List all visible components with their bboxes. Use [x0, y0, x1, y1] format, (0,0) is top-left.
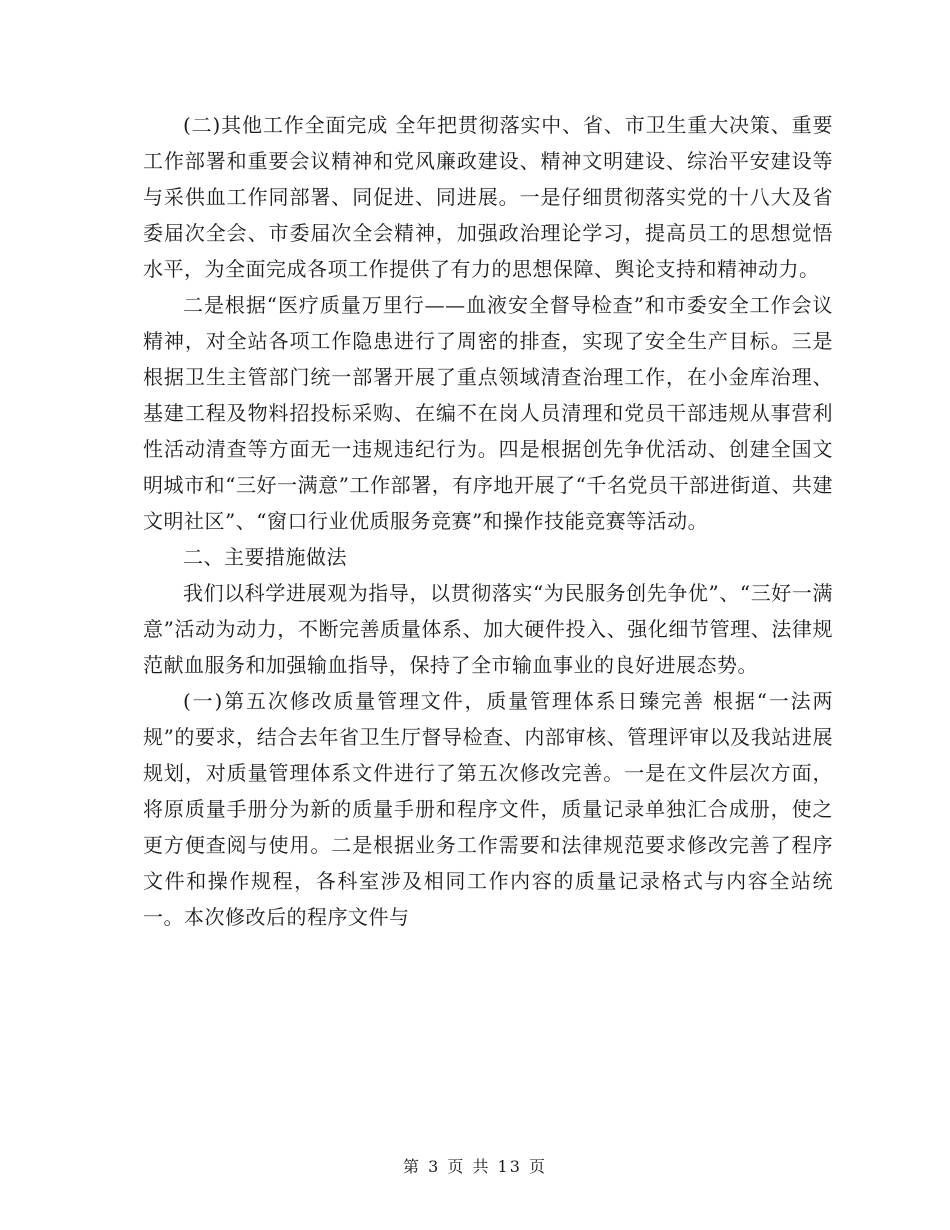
paragraph-quality-management: (一)第五次修改质量管理文件，质量管理体系日臻完善 根据“一法两规”的要求，结合去年省卫生厅督导检查、内部审核、管理评审以及我站进展规划，对质量管理体系文件进行了第五次修改完善。一是在文件层次方面，将原质量手册分为新的质量手册和程序文件，质量记录单独汇合成册，使之更方便查阅与使用。二是根据业务工作需要和法律规范要求修改完善了程序文件和操作规程，各科室涉及相同工作内容的质量记录格式与内容全站统一。本次修改后的程序文件与 [143, 689, 833, 929]
paragraph-other-work: (二)其他工作全面完成 全年把贯彻落实中、省、市卫生重大决策、重要工作部署和重要会议精神和党风廉政建设、精神文明建设、综治平安建设等与采供血工作同部署、同促进、同进展。一是仔细贯彻落实党的十八大及省委届次全会、市委届次全会精神，加强政治理论学习，提高员工的思想觉悟水平，为全面完成各项工作提供了有力的思想保障、舆论支持和精神动力。 [143, 113, 833, 281]
section-heading-main-measures: 二、主要措施做法 [183, 545, 347, 569]
paragraph-safety-inspection: 二是根据“医疗质量万里行——血液安全督导检查”和市委安全工作会议精神，对全站各项工作隐患进行了周密的排查，实现了安全生产目标。三是根据卫生主管部门统一部署开展了重点领域清查治理工作，在小金库治理、基建工程及物料招投标采购、在编不在岗人员清理和党员干部违规从事营利性活动清查等方面无一违规违纪行为。四是根据创先争优活动、创建全国文明城市和“三好一满意”工作部署，有序地开展了“千名党员干部进街道、共建文明社区”、“窗口行业优质服务竞赛”和操作技能竞赛等活动。 [143, 293, 833, 533]
document-body [143, 107, 833, 935]
paragraph-scientific-development: 我们以科学进展观为指导，以贯彻落实“为民服务创先争优”、“三好一满意”活动为动力，不断完善质量体系、加大硬件投入、强化细节管理、法律规范献血服务和加强输血指导，保持了全市输血事业的良好进展态势。 [143, 581, 833, 677]
page-number-footer: 第 3 页 共 13 页 [403, 1157, 547, 1176]
